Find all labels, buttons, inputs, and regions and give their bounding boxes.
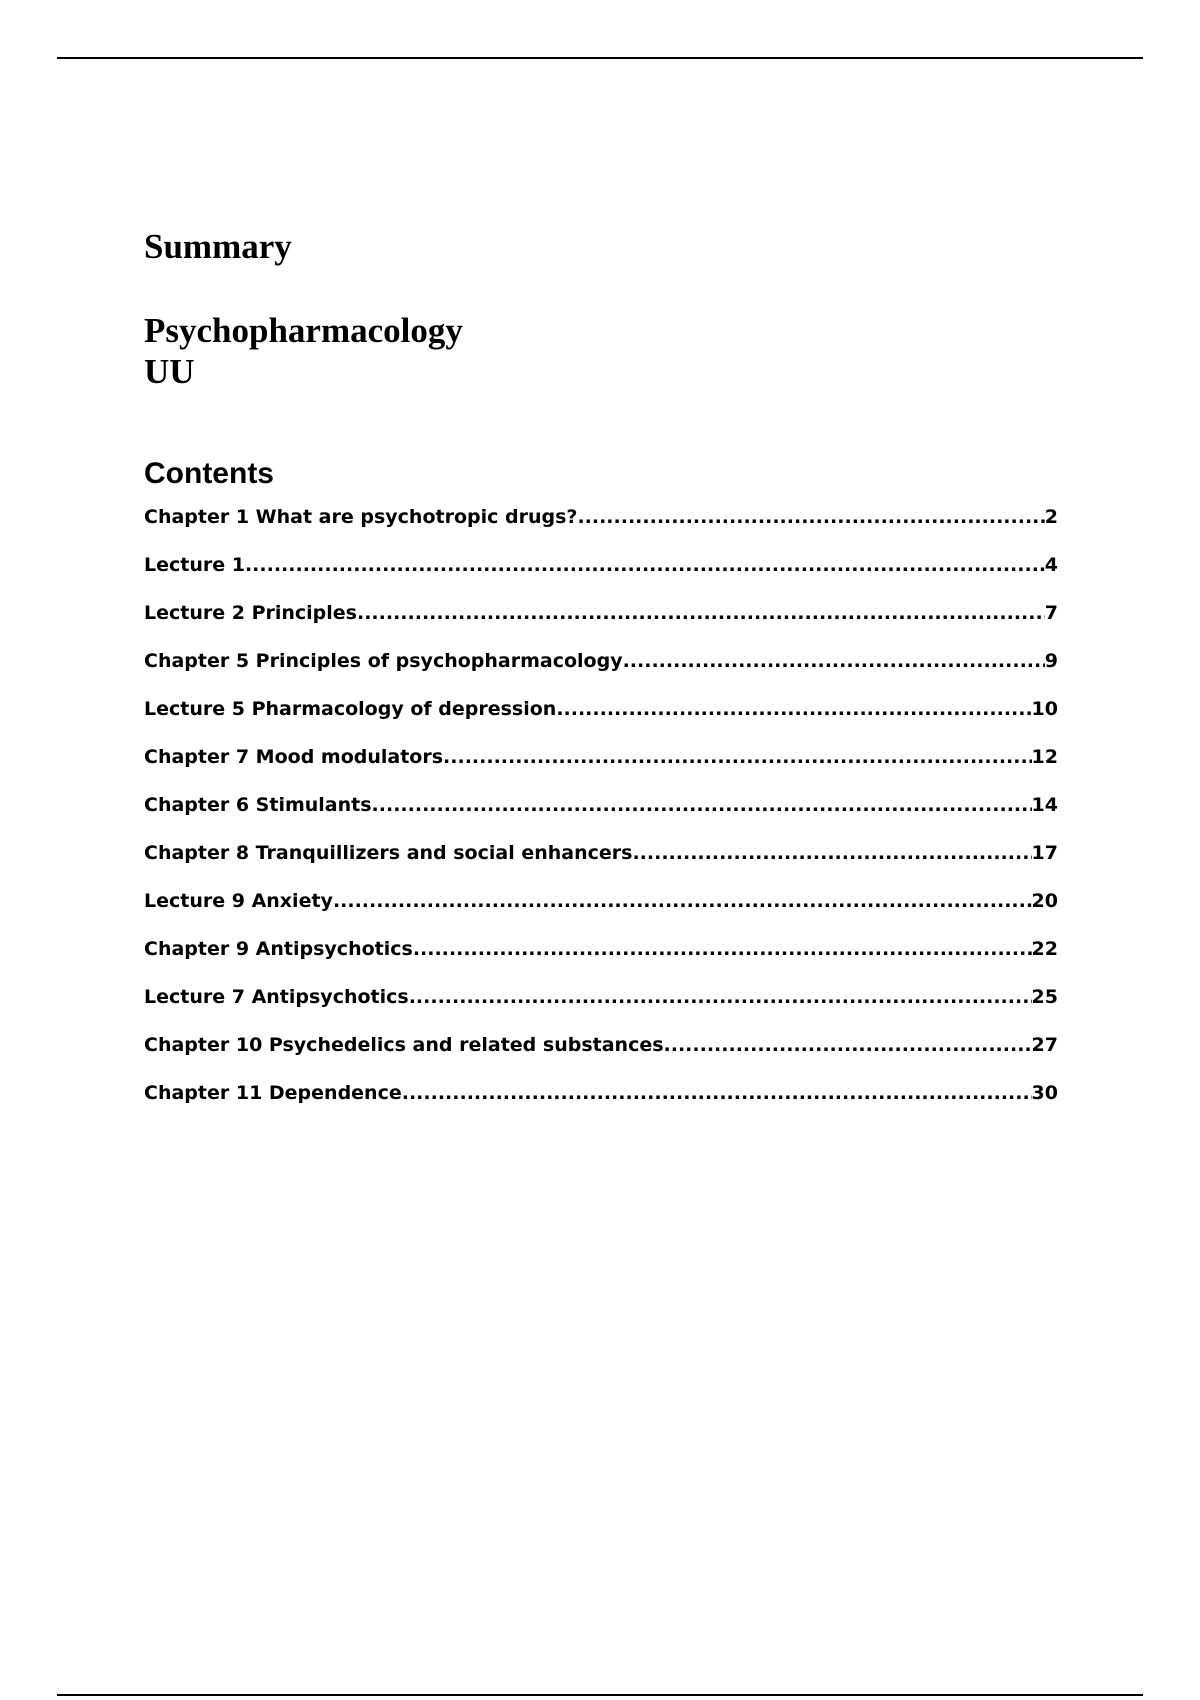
toc-entry-page: 30 [1031,1082,1058,1104]
document-subtitle [144,310,1058,392]
toc-entry-page: 17 [1031,842,1058,864]
toc-entry[interactable] [144,890,1058,938]
toc-leader-dots [623,650,1045,672]
toc-entry-label: Lecture 1 [144,554,245,576]
toc-leader-dots [402,1082,1032,1104]
toc-entry-label: Lecture 9 Anxiety [144,890,333,912]
toc-entry-label: Chapter 7 Mood modulators [144,746,444,768]
footer-rule [57,1694,1143,1696]
toc-leader-dots [372,794,1032,816]
toc-entry-label: Chapter 11 Dependence [144,1082,402,1104]
toc-leader-dots [357,602,1045,624]
toc-leader-dots [409,986,1032,1008]
toc-entry[interactable] [144,746,1058,794]
page-content [144,226,1058,1130]
toc-entry-label: Chapter 6 Stimulants [144,794,372,816]
toc-entry-label: Chapter 5 Principles of psychopharmacology [144,650,623,672]
toc-entry[interactable] [144,1034,1058,1082]
toc-leader-dots [664,1034,1032,1056]
toc-entry-label: Chapter 1 What are psychotropic drugs? [144,506,578,528]
toc-entry-page: 20 [1031,890,1058,912]
toc-entry-page: 7 [1044,602,1058,624]
toc-entry[interactable] [144,506,1058,554]
toc-leader-dots [632,842,1031,864]
toc-leader-dots [577,506,1044,528]
toc-leader-dots [333,890,1032,912]
toc-heading: Contents [144,457,274,490]
toc-entry[interactable] [144,842,1058,890]
toc-entry[interactable] [144,650,1058,698]
toc-leader-dots [556,698,1031,720]
toc-entry-label: Lecture 7 Antipsychotics [144,986,409,1008]
toc-entry-page: 25 [1031,986,1058,1008]
toc-entry[interactable] [144,1082,1058,1130]
toc-entry-page: 2 [1044,506,1058,528]
toc-entry-page: 12 [1031,746,1058,768]
header-rule [57,57,1143,59]
subtitle-line-course: Psychopharmacology [144,311,463,350]
toc-leader-dots [443,746,1032,768]
toc-leader-dots [245,554,1045,576]
toc-entry[interactable] [144,602,1058,650]
subtitle-line-university: UU [144,352,195,391]
toc-entry-label: Chapter 10 Psychedelics and related substances [144,1034,664,1056]
toc-entry[interactable] [144,986,1058,1034]
toc-entry-label: Chapter 9 Antipsychotics [144,938,413,960]
toc-entry-label: Chapter 8 Tranquillizers and social enhancers [144,842,633,864]
toc-entry-page: 27 [1031,1034,1058,1056]
toc-entry[interactable] [144,794,1058,842]
toc-entry-page: 22 [1031,938,1058,960]
document-title: Summary [144,227,292,266]
toc-entry[interactable] [144,698,1058,746]
toc-entry-page: 14 [1031,794,1058,816]
toc-entry-page: 9 [1044,650,1058,672]
toc-entry[interactable] [144,554,1058,602]
toc-entry-label: Lecture 5 Pharmacology of depression [144,698,557,720]
table-of-contents [144,506,1058,1130]
toc-leader-dots [413,938,1032,960]
toc-entry-page: 4 [1044,554,1058,576]
toc-entry[interactable] [144,938,1058,986]
toc-entry-page: 10 [1031,698,1058,720]
toc-entry-label: Lecture 2 Principles [144,602,357,624]
